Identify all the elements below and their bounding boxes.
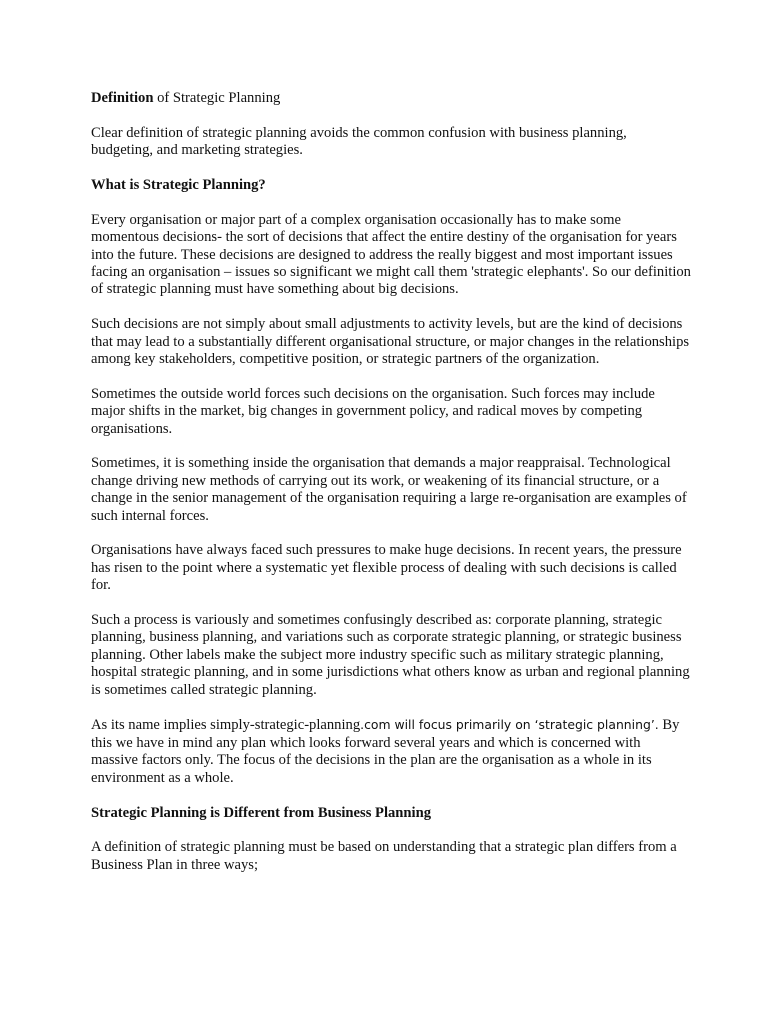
section-heading-what-is: What is Strategic Planning? xyxy=(91,177,266,193)
paragraph-process-labels: Such a process is variously and sometimes confusingly described as: corporate planning, strategic planning, business planning, and variations such as corporate strategic planning, or strategic business planning. Other labels make the subject more industry specific such as military strategic planning, hospital strategic planning, and in some jurisdictions what others know as urban and regional planning is sometimes called strategic planning. xyxy=(91,612,690,698)
site-name-sans-part: .com will focus primarily on ‘strategic planning’. xyxy=(360,717,659,733)
paragraph-pressures: Organisations have always faced such pressures to make huge decisions. In recent years, the pressure has risen to the point where a systematic yet flexible process of dealing with such decisions is called for. xyxy=(91,542,682,594)
closing-paragraph: A definition of strategic planning must be based on understanding that a strategic plan differs from a Business Plan in three ways; xyxy=(91,839,677,873)
document-page xyxy=(91,90,691,892)
paragraph-outside-forces: Sometimes the outside world forces such decisions on the organisation. Such forces may include major shifts in the market, big changes in government policy, and radical moves by competing organisations. xyxy=(91,385,655,437)
paragraph-site-name xyxy=(91,716,691,787)
paragraph-internal-forces: Sometimes, it is something inside the organisation that demands a major reappraisal. Technological change driving new methods of carrying out its work, or weakening of its financial structure, or a change in the senior management of the organisation requiring a large re-organisation are examples of such internal forces. xyxy=(91,455,687,524)
paragraph-momentous-decisions: Every organisation or major part of a complex organisation occasionally has to make some momentous decisions- the sort of decisions that affect the entire destiny of the organisation for years into the future. These decisions are designed to address the really biggest and most important issues facing an organisation – issues so significant we might call them 'strategic elephants'. So our definition of strategic planning must have something about big decisions. xyxy=(91,211,691,298)
title-bold-word: Definition xyxy=(91,90,154,106)
paragraph-not-small-adjustments: Such decisions are not simply about small adjustments to activity levels, but are the kind of decisions that may lead to a substantially different organisational structure, or major changes in the relationships among key stakeholders, competitive position, or strategic partners of the organization. xyxy=(91,316,690,368)
site-name-rest: By this we have in mind any plan which looks forward several years and which is concerned with massive factors only. The focus of the decisions in the plan are the organisation as a whole in its environment as a whole. xyxy=(91,717,680,786)
intro-paragraph: Clear definition of strategic planning avoids the common confusion with business planning, budgeting, and marketing strategies. xyxy=(91,124,627,159)
site-name-lead: As its name implies simply-strategic-planning xyxy=(91,717,361,734)
title-rest: of Strategic Planning xyxy=(153,90,281,106)
document-title xyxy=(91,90,691,107)
section-heading-different: Strategic Planning is Different from Business Planning xyxy=(91,804,431,821)
